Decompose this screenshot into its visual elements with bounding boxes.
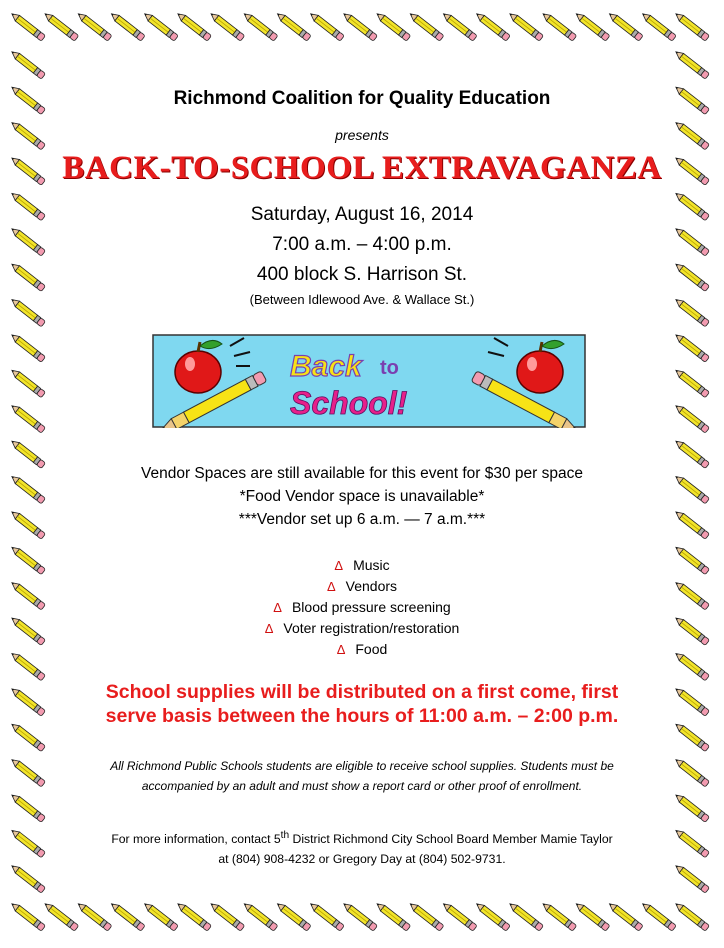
pencil-icon bbox=[10, 403, 46, 433]
eligibility-note: All Richmond Public Schools students are eligible to receive school supplies. Students must be accompanied by an adult and must show a report card or other proof of enrollment. bbox=[110, 759, 614, 793]
pencil-icon bbox=[10, 651, 46, 681]
pencil-icon bbox=[674, 368, 710, 398]
banner-word-back: Back bbox=[290, 350, 362, 383]
triangle-bullet-icon: Δ bbox=[264, 621, 274, 636]
pencil-icon bbox=[674, 863, 710, 893]
banner-word-to: to bbox=[380, 357, 399, 379]
pencil-icon bbox=[674, 651, 710, 681]
back-to-school-banner bbox=[152, 334, 586, 428]
triangle-bullet-icon: Δ bbox=[334, 558, 344, 573]
flyer-content bbox=[60, 0, 664, 948]
event-location: 400 block S. Harrison St. bbox=[256, 264, 468, 285]
triangle-bullet-icon: Δ bbox=[336, 642, 346, 657]
pencil-icon bbox=[10, 438, 46, 468]
pencil-icon bbox=[10, 297, 46, 327]
event-time: 7:00 a.m. – 4:00 p.m. bbox=[272, 234, 452, 255]
pencil-icon bbox=[674, 615, 710, 645]
pencil-icon bbox=[10, 509, 46, 539]
pencil-icon bbox=[10, 863, 46, 893]
vendor-setup-time: ***Vendor set up 6 a.m. — 7 a.m.*** bbox=[238, 511, 486, 528]
pencil-icon bbox=[674, 155, 710, 185]
pencil-icon bbox=[674, 49, 710, 79]
pencil-icon bbox=[10, 686, 46, 716]
pencil-icon bbox=[674, 580, 710, 610]
pencil-icon bbox=[10, 261, 46, 291]
pencil-icon bbox=[674, 509, 710, 539]
pencil-icon bbox=[10, 757, 46, 787]
pencil-icon bbox=[674, 226, 710, 256]
pencil-icon bbox=[674, 84, 710, 114]
pencil-icon bbox=[10, 368, 46, 398]
pencil-icon bbox=[10, 155, 46, 185]
list-item: Δ Voter registration/restoration bbox=[264, 620, 460, 636]
pencil-icon bbox=[10, 901, 46, 931]
list-item: Δ Vendors bbox=[326, 578, 398, 594]
pencil-icon bbox=[10, 332, 46, 362]
pencil-icon bbox=[674, 901, 710, 931]
pencil-icon bbox=[10, 226, 46, 256]
pencil-icon bbox=[674, 297, 710, 327]
pencil-icon bbox=[674, 403, 710, 433]
feature-list bbox=[60, 555, 664, 660]
pencil-icon bbox=[674, 474, 710, 504]
pencil-icon bbox=[10, 474, 46, 504]
pencil-icon bbox=[10, 615, 46, 645]
pencil-icon bbox=[10, 792, 46, 822]
list-item: Δ Music bbox=[334, 557, 390, 573]
pencil-icon bbox=[10, 11, 46, 41]
banner-word-school: School! bbox=[290, 385, 408, 421]
pencil-icon bbox=[674, 722, 710, 752]
pencil-icon bbox=[10, 191, 46, 221]
pencil-icon bbox=[674, 686, 710, 716]
pencil-icon bbox=[10, 49, 46, 79]
pencil-icon bbox=[10, 828, 46, 858]
event-headline: BACK-TO-SCHOOL EXTRAVAGANZA bbox=[62, 150, 662, 186]
list-item: Δ Food bbox=[336, 641, 388, 657]
pencil-icon bbox=[674, 545, 710, 575]
cross-streets: (Between Idlewood Ave. & Wallace St.) bbox=[249, 292, 475, 307]
pencil-icon bbox=[10, 545, 46, 575]
food-vendor-note: *Food Vendor space is unavailable* bbox=[239, 488, 485, 505]
pencil-icon bbox=[674, 332, 710, 362]
presents-label: presents bbox=[335, 127, 389, 143]
pencil-icon bbox=[674, 792, 710, 822]
pencil-icon bbox=[10, 120, 46, 150]
vendor-availability: Vendor Spaces are still available for this event for $30 per space bbox=[140, 465, 583, 482]
contact-info: For more information, contact 5th District Richmond City School Board Member Mamie Taylor at (804) 908-4232 or Gregory Day at (804) 502-9731. bbox=[111, 830, 613, 867]
supplies-notice: School supplies will be distributed on a first come, first serve basis between the hours of 11:00 a.m. – 2:00 p.m. bbox=[105, 681, 619, 727]
pencil-icon bbox=[674, 261, 710, 291]
triangle-bullet-icon: Δ bbox=[273, 600, 282, 615]
pencil-icon bbox=[674, 11, 710, 41]
pencil-icon bbox=[10, 84, 46, 114]
list-item: Δ Blood pressure screening bbox=[273, 599, 451, 615]
pencil-icon bbox=[10, 722, 46, 752]
organization-name: Richmond Coalition for Quality Education bbox=[173, 88, 551, 109]
pencil-icon bbox=[674, 191, 710, 221]
pencil-icon bbox=[674, 828, 710, 858]
pencil-icon bbox=[674, 438, 710, 468]
triangle-bullet-icon: Δ bbox=[326, 579, 336, 594]
pencil-icon bbox=[674, 757, 710, 787]
event-date: Saturday, August 16, 2014 bbox=[250, 204, 474, 225]
pencil-icon bbox=[674, 120, 710, 150]
pencil-icon bbox=[10, 580, 46, 610]
